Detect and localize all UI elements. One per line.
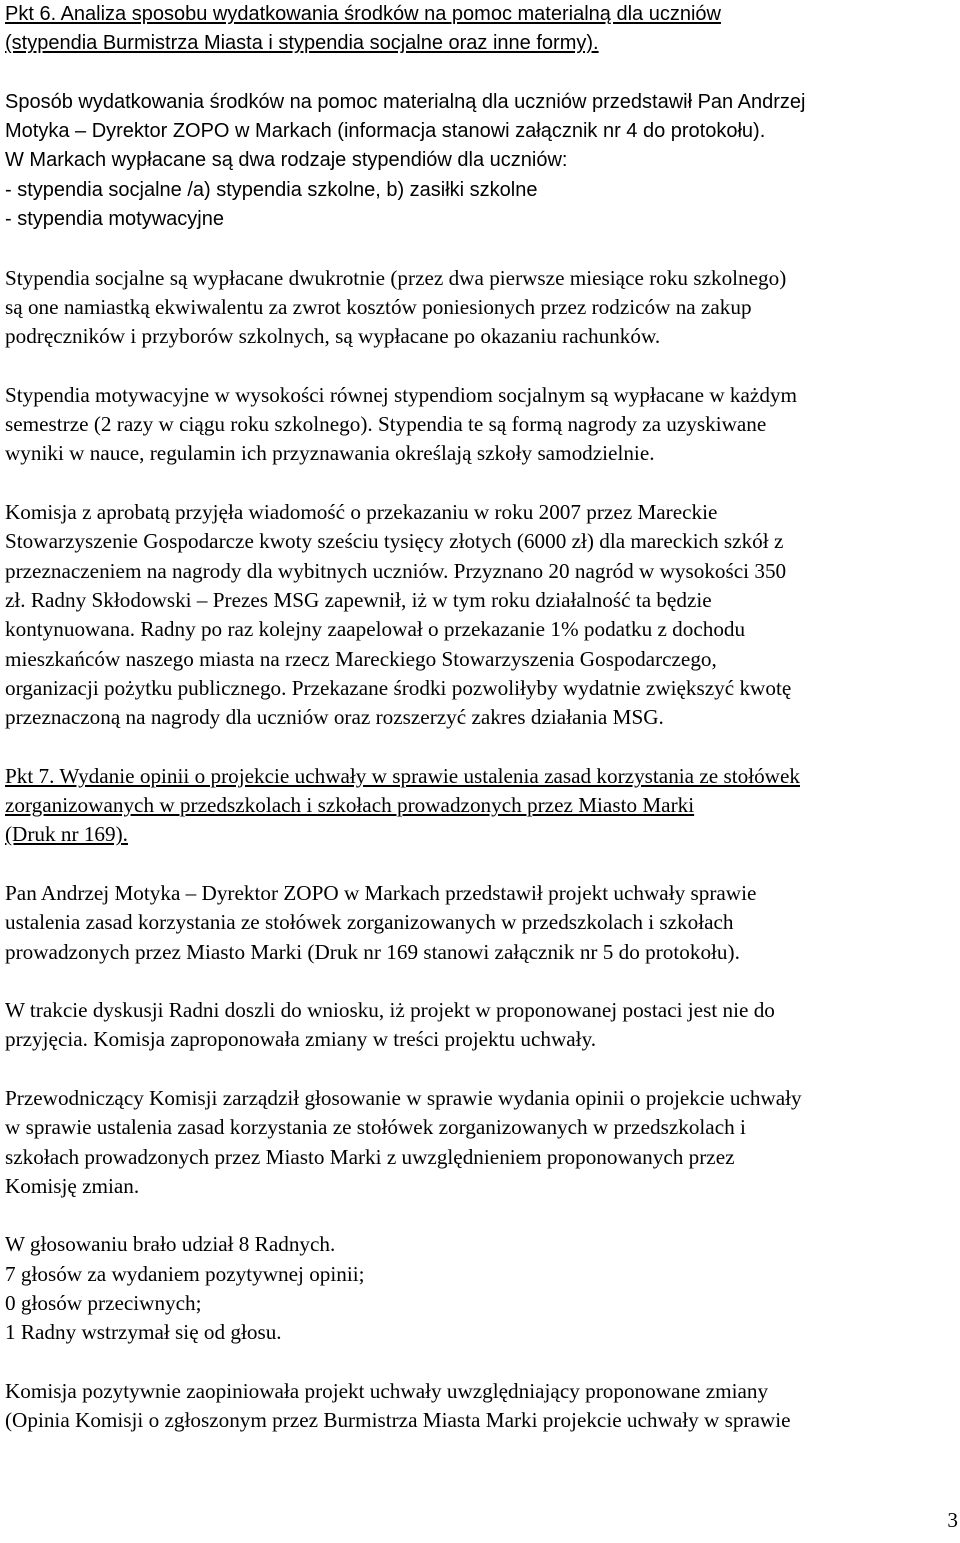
vote-for: 7 głosów za wydaniem pozytywnej opinii; xyxy=(5,1261,365,1286)
paragraph-gap xyxy=(5,732,955,761)
vote-order-line: w sprawie ustalenia zasad korzystania ze stołówek zorganizowanych w przedszkolach i xyxy=(5,1115,746,1140)
presentation-line: prowadzonych przez Miasto Marki (Druk nr 169 stanowi załącznik nr 5 do protokołu). xyxy=(5,939,740,964)
section-7-heading-line-2: zorganizowanych w przedszkolach i szkołach prowadzonych przez Miasto Marki xyxy=(5,793,695,818)
intro-line: W Markach wypłacane są dwa rodzaje stypendiów dla uczniów: xyxy=(5,149,568,172)
commission-line: organizacji pożytku publicznego. Przekazane środki pozwoliłyby wydatnie zwiększyć kwotę xyxy=(5,675,792,700)
intro-line: Sposób wydatkowania środków na pomoc materialną dla uczniów przedstawił Pan Andrzej xyxy=(5,90,806,113)
section-7-heading-line-1: Pkt 7. Wydanie opinii o projekcie uchwały w sprawie ustalenia zasad korzystania ze stołówek xyxy=(5,763,800,788)
paragraph-gap xyxy=(5,967,955,996)
conclusion-line: (Opinia Komisji o zgłoszonym przez Burmistrza Miasta Marki projekcie uchwały w sprawie xyxy=(5,1408,791,1433)
vote-order-line: Komisję zmian. xyxy=(5,1173,140,1198)
vote-against: 0 głosów przeciwnych; xyxy=(5,1291,202,1316)
social-scholarship-line: podręczników i przyborów szkolnych, są wypłacane po okazaniu rachunków. xyxy=(5,324,661,349)
conclusion-line: Komisja pozytywnie zaopiniowała projekt uchwały uwzględniający proponowane zmiany xyxy=(5,1378,769,1403)
commission-line: przeznaczeniem na nagrody dla wybitnych uczniów. Przyznano 20 nagród w wysokości 350 xyxy=(5,558,787,583)
paragraph-gap xyxy=(5,1201,955,1230)
intro-line: - stypendia socjalne /a) stypendia szkolne, b) zasiłki szkolne xyxy=(5,178,538,201)
social-scholarship-line: są one namiastką ekwiwalentu za zwrot kosztów poniesionych przez rodziców na zakup xyxy=(5,294,752,319)
commission-line: kontynuowana. Radny po raz kolejny zaapelował o przekazanie 1% podatku z dochodu xyxy=(5,617,746,642)
commission-line: zł. Radny Skłodowski – Prezes MSG zapewnił, iż w tym roku działalność ta będzie xyxy=(5,587,712,612)
motivational-scholarship-line: semestrze (2 razy w ciągu roku szkolnego). Stypendia te są formą nagrody za uzyskiwane xyxy=(5,412,767,437)
paragraph-gap xyxy=(5,1055,955,1084)
social-scholarship-line: Stypendia socjalne są wypłacane dwukrotnie (przez dwa pierwsze miesiące roku szkolnego) xyxy=(5,265,787,290)
commission-line: Komisja z aprobatą przyjęła wiadomość o przekazaniu w roku 2007 przez Mareckie xyxy=(5,500,718,525)
discussion-line: przyjęcia. Komisja zaproponowała zmiany w treści projektu uchwały. xyxy=(5,1027,597,1052)
motivational-scholarship-line: Stypendia motywacyjne w wysokości równej stypendiom socjalnym są wypłacane w każdym xyxy=(5,382,798,407)
paragraph-gap xyxy=(5,850,955,879)
section-6-heading-line-1: Pkt 6. Analiza sposobu wydatkowania środków na pomoc materialną dla uczniów xyxy=(5,3,721,25)
vote-order-line: szkołach prowadzonych przez Miasto Marki z uwzględnieniem proponowanych przez xyxy=(5,1144,735,1169)
intro-line: - stypendia motywacyjne xyxy=(5,208,224,231)
paragraph-gap xyxy=(5,352,955,381)
section-7-heading-line-3: (Druk nr 169). xyxy=(5,822,128,847)
vote-order-line: Przewodniczący Komisji zarządził głosowanie w sprawie wydania opinii o projekcie uchwały xyxy=(5,1085,802,1110)
paragraph-gap xyxy=(5,59,955,88)
commission-line: mieszkańców naszego miasta na rzecz Mareckiego Stowarzyszenia Gospodarczego, xyxy=(5,646,717,671)
paragraph-gap xyxy=(5,469,955,498)
section-6-heading-line-2: (stypendia Burmistrza Miasta i stypendia socjalne oraz inne formy). xyxy=(5,32,599,55)
page-number: 3 xyxy=(947,1508,958,1532)
discussion-line: W trakcie dyskusji Radni doszli do wniosku, iż projekt w proponowanej postaci jest nie do xyxy=(5,998,775,1023)
intro-line: Motyka – Dyrektor ZOPO w Markach (informacja stanowi załącznik nr 4 do protokołu). xyxy=(5,120,766,143)
document-page xyxy=(5,0,955,1436)
motivational-scholarship-line: wyniki w nauce, regulamin ich przyznawania określają szkoły samodzielnie. xyxy=(5,441,655,466)
presentation-line: ustalenia zasad korzystania ze stołówek zorganizowanych w przedszkolach i szkołach xyxy=(5,910,734,935)
paragraph-gap xyxy=(5,234,955,263)
vote-abstain: 1 Radny wstrzymał się od głosu. xyxy=(5,1320,282,1345)
presentation-line: Pan Andrzej Motyka – Dyrektor ZOPO w Markach przedstawił projekt uchwały sprawie xyxy=(5,880,757,905)
commission-line: przeznaczoną na nagrody dla uczniów oraz rozszerzyć zakres działania MSG. xyxy=(5,705,664,730)
vote-participants: W głosowaniu brało udział 8 Radnych. xyxy=(5,1232,336,1257)
paragraph-gap xyxy=(5,1348,955,1377)
commission-line: Stowarzyszenie Gospodarcze kwoty sześciu tysięcy złotych (6000 zł) dla mareckich szkół z xyxy=(5,529,784,554)
